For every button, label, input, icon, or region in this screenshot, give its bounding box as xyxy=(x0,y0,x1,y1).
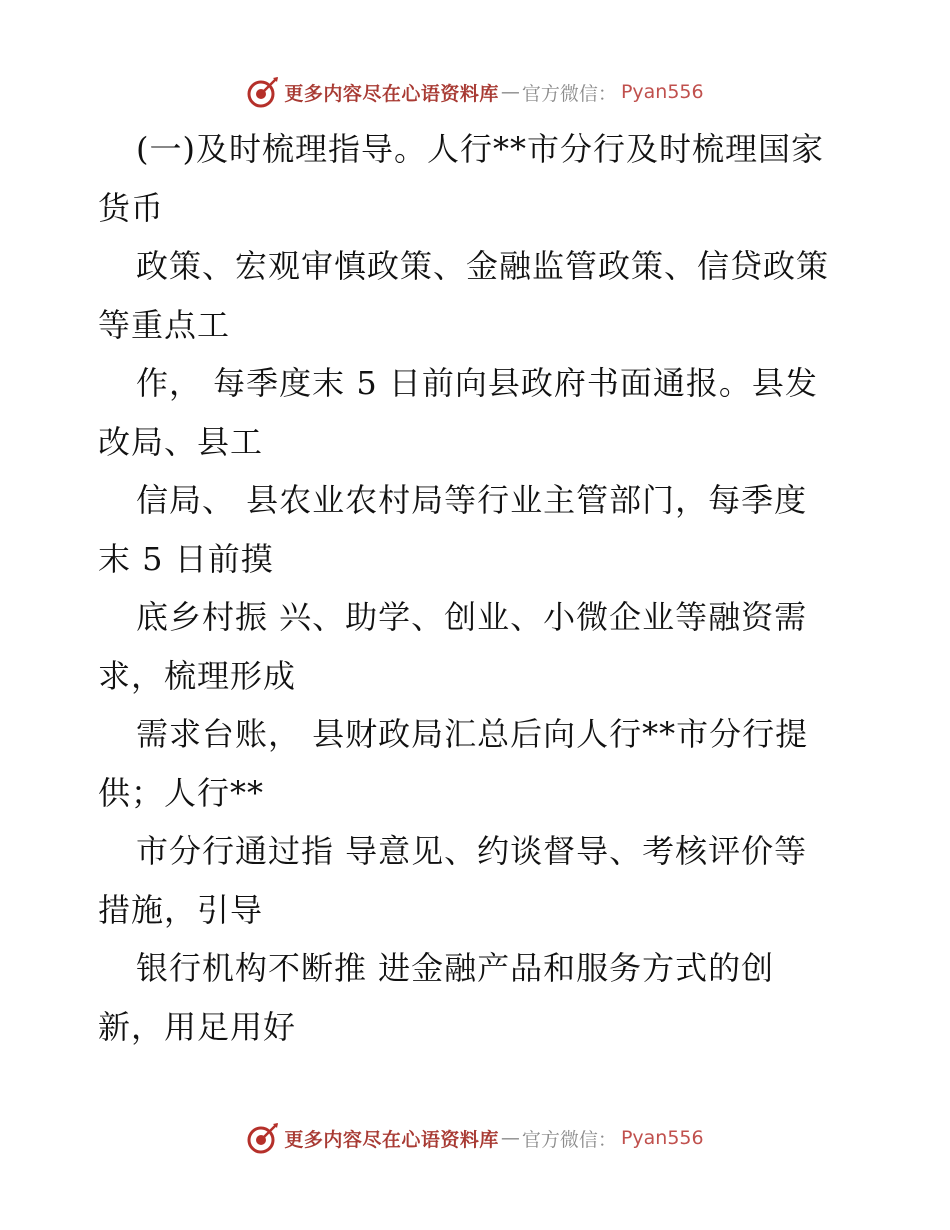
watermark-separator: — xyxy=(500,1127,520,1149)
text-line-16: 新，用足用好 xyxy=(98,1007,297,1046)
quill-seal-icon xyxy=(246,1121,280,1155)
watermark-colon: ： xyxy=(597,1128,617,1151)
text-line-2: 货币 xyxy=(98,188,165,227)
text-line-3: 政策、宏观审慎政策、金融监管政策、信贷政策 xyxy=(136,247,830,285)
text-line-12: 供；人行** xyxy=(98,773,265,812)
text-line-5: 作， 每季度末 5 日前向县政府书面通报。县发 xyxy=(136,364,818,402)
text-line-4: 等重点工 xyxy=(98,305,231,344)
text-line-10: 求，梳理形成 xyxy=(98,656,297,695)
text-line-8: 末 5 日前摸 xyxy=(98,539,274,578)
text-line-9: 底乡村振 兴、助学、创业、小微企业等融资需 xyxy=(136,598,808,636)
text-line-13: 市分行通过指 导意见、约谈督导、考核评价等 xyxy=(136,832,808,870)
quill-seal-icon xyxy=(246,75,280,109)
watermark-separator: — xyxy=(500,81,520,103)
text-line-11: 需求台账， 县财政局汇总后向人行**市分行提 xyxy=(136,715,809,753)
header-watermark xyxy=(0,72,950,112)
text-line-1: (一)及时梳理指导。人行**市分行及时梳理国家 xyxy=(136,130,824,168)
watermark-main-text: 更多内容尽在心语资料库 xyxy=(284,1128,499,1151)
text-line-6: 改局、县工 xyxy=(98,422,264,461)
document-body xyxy=(98,120,868,1056)
watermark-main-text: 更多内容尽在心语资料库 xyxy=(284,82,499,105)
text-line-15: 银行机构不断推 进金融产品和服务方式的创 xyxy=(136,949,775,987)
footer-watermark xyxy=(0,1118,950,1158)
watermark-wechat-id: Pyan556 xyxy=(620,1127,704,1149)
text-line-14: 措施，引导 xyxy=(98,890,264,929)
text-line-7: 信局、 县农业农村局等行业主管部门，每季度 xyxy=(136,481,808,519)
watermark-colon: ： xyxy=(597,82,617,105)
watermark-official-label: 官方微信 xyxy=(521,1128,598,1151)
watermark-official-label: 官方微信 xyxy=(521,82,598,105)
watermark-wechat-id: Pyan556 xyxy=(620,81,704,103)
